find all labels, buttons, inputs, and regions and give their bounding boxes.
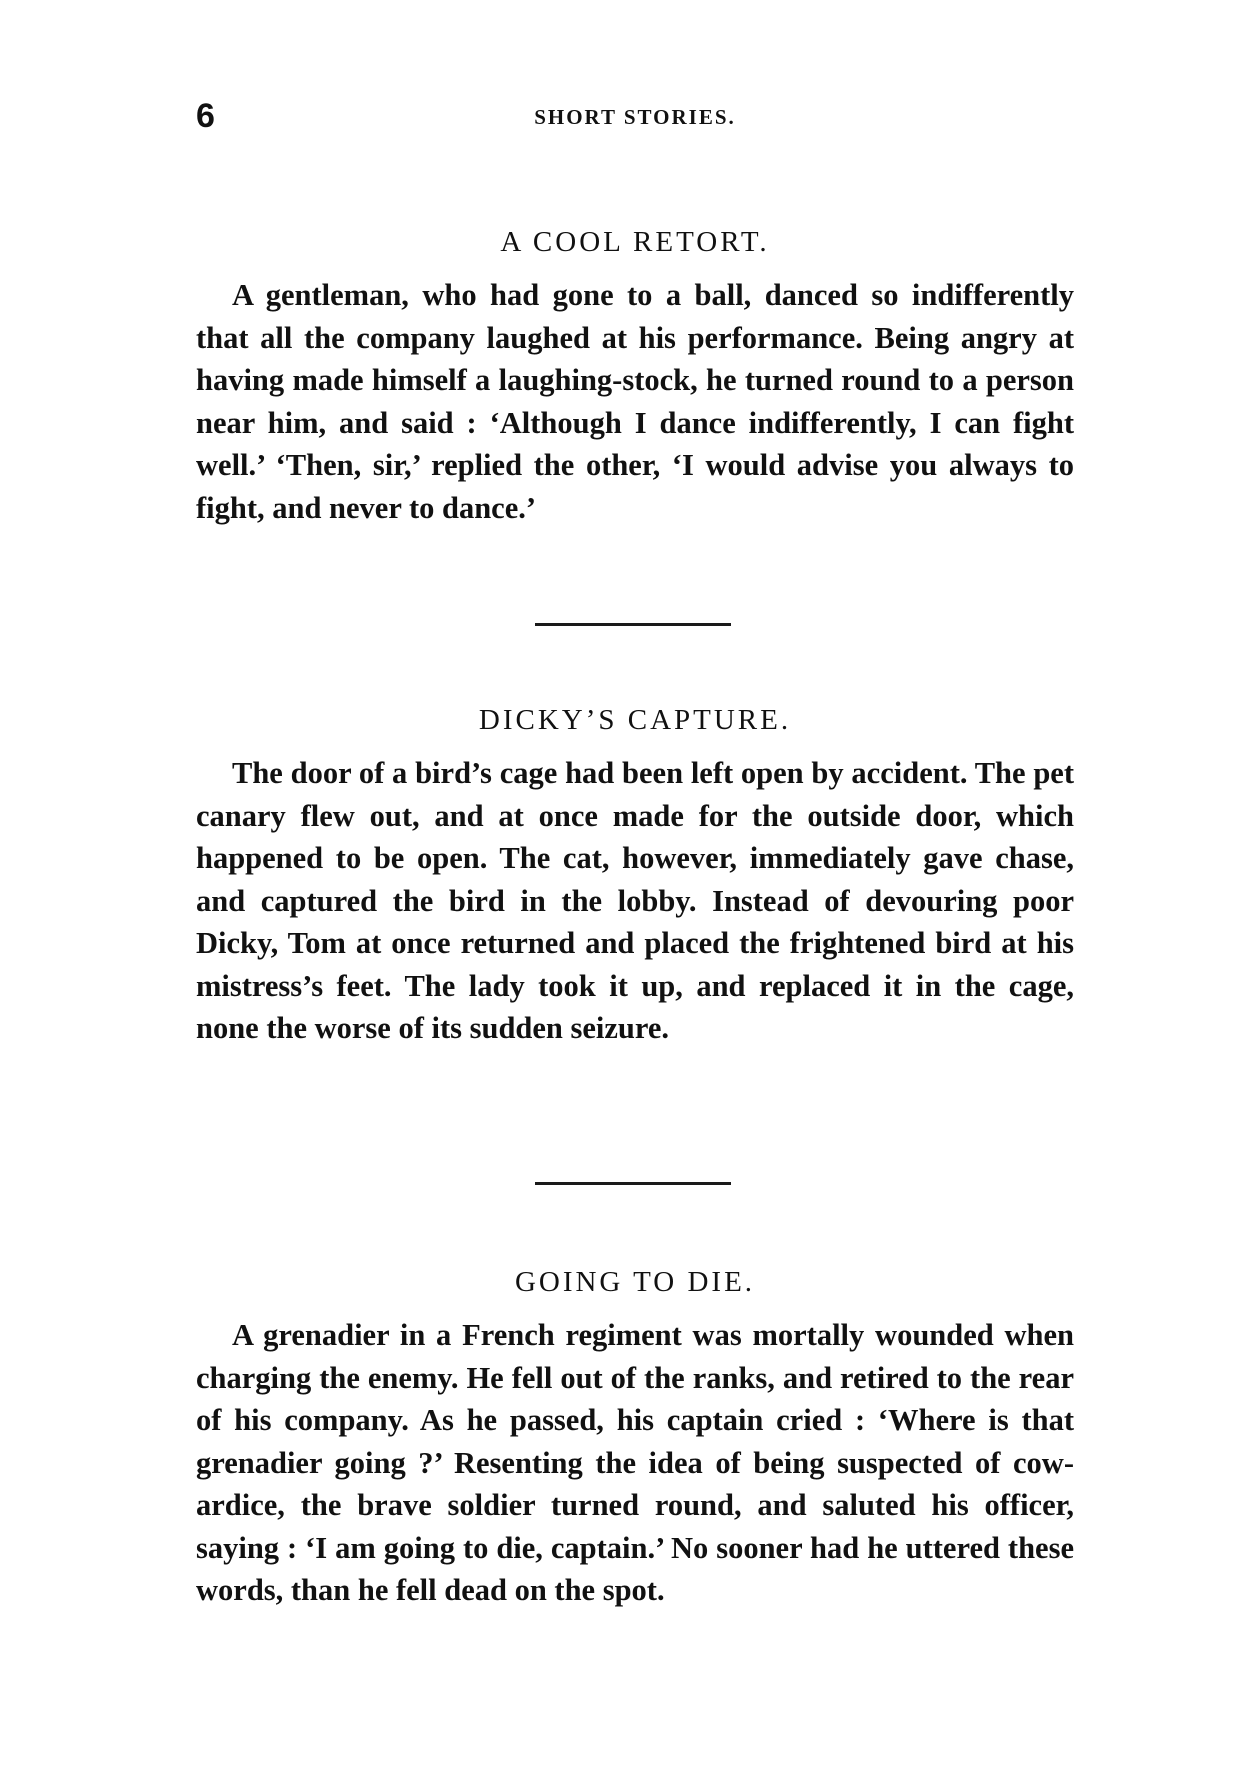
- running-title: SHORT STORIES.: [534, 105, 736, 129]
- section-divider: [535, 623, 731, 626]
- running-head: [196, 96, 1074, 136]
- story-body: A gentleman, who had gone to a ball, danced so indifferently that all the company laughed at his performance. Being angry at having made himself a laughing-stock, he turned round to a person near him, and said : ‘Although I dance indifferently, I can fight well.’ ‘Then, sir,’ replied the other, ‘I would advise you always to fight, and never to dance.’: [196, 278, 1074, 525]
- story-title: A COOL RETORT.: [500, 226, 770, 258]
- story-a-cool-retort: [196, 222, 1074, 529]
- story-body: A grenadier in a French regiment was mortally wounded when charging the enemy. He fell out of the ranks, and retired to the rear of his company. As he passed, his captain cried : ‘Where is that grenadier going ?’ Resenting the idea of being suspected of cowardice, the brave soldier turned round, and saluted his officer, saying : ‘I am going to die, captain.’ No sooner had he uttered these words, than he fell dead on the spot.: [196, 1318, 1074, 1607]
- story-title: DICKY’S CAPTURE.: [478, 704, 792, 736]
- story-body: The door of a bird’s cage had been left open by accident. The pet canary flew out, and at once made for the outside door, which happened to be open. The cat, however, immediately gave chase, and captured the bird in the lobby. Instead of devouring poor Dicky, Tom at once returned and placed the frightened bird at his mistress’s feet. The lady took it up, and replaced it in the cage, none the worse of its sudden seizure.: [196, 756, 1074, 1045]
- section-divider: [535, 1182, 731, 1185]
- story-going-to-die: [196, 1262, 1074, 1612]
- page-number: 6: [196, 97, 215, 135]
- story-title: GOING TO DIE.: [514, 1266, 756, 1298]
- story-dickys-capture: [196, 700, 1074, 1050]
